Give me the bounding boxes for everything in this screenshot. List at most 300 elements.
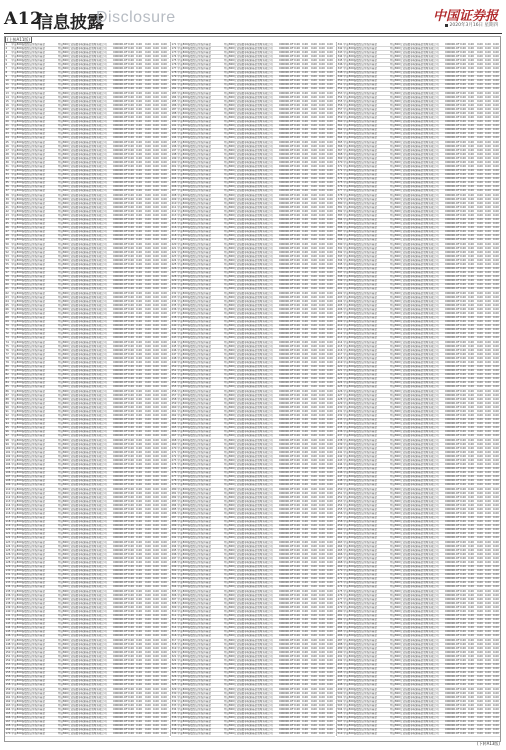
table-cell: 中证800行业指数等权重基金管理有限公司 bbox=[223, 381, 273, 385]
table-cell: 0.00 bbox=[485, 663, 491, 667]
table-cell: 0.00 bbox=[294, 405, 300, 409]
table-cell: 0.00 bbox=[460, 409, 466, 413]
table-cell: 0.00 bbox=[161, 185, 167, 189]
table-cell: 中证800指数型证券投资基金 bbox=[343, 226, 377, 230]
table-cell: 中证800指数型证券投资基金 bbox=[11, 299, 45, 303]
table-cell: 407 bbox=[337, 311, 343, 315]
table-cell: 0.00 bbox=[485, 95, 491, 99]
table-cell: 0.00 bbox=[294, 683, 300, 687]
table-cell: 中证800指数型证券投资基金 bbox=[177, 699, 211, 703]
table-cell: 000000.OF bbox=[113, 418, 128, 422]
table-cell: 0.00 bbox=[136, 699, 142, 703]
table-cell: 0.00 bbox=[468, 593, 474, 597]
table-cell: 0.00 bbox=[493, 213, 499, 217]
table-cell: 0.00 bbox=[145, 320, 151, 324]
table-cell: 0.00 bbox=[485, 434, 491, 438]
table-cell: 0.00 bbox=[468, 87, 474, 91]
table-cell: 0.00 bbox=[460, 328, 466, 332]
table-cell: 中证800行业指数等权重基金管理有限公司 bbox=[57, 654, 107, 658]
table-cell: 0.00 bbox=[327, 609, 333, 613]
table-cell: 0.00 bbox=[153, 471, 159, 475]
table-cell: 0.00 bbox=[161, 71, 167, 75]
table-cell: 0.00 bbox=[311, 479, 317, 483]
table-cell: 0.00 bbox=[294, 344, 300, 348]
table-cell: 中证800行业指数等权重基金管理有限公司 bbox=[57, 332, 107, 336]
table-cell: 000000.OF bbox=[279, 650, 294, 654]
table-cell: 0.00 bbox=[468, 234, 474, 238]
table-cell: 0.00 bbox=[485, 512, 491, 515]
table-cell: 0.00 bbox=[294, 185, 300, 189]
table-cell: 中证800行业指数等权重基金管理有限公司 bbox=[57, 46, 107, 50]
table-cell: 306 bbox=[171, 593, 177, 597]
table-cell: 000000.OF bbox=[279, 671, 294, 675]
table-cell: 000000.OF bbox=[279, 234, 294, 238]
table-cell: 中证800指数型证券投资基金 bbox=[11, 234, 45, 238]
table-cell: 中证800行业指数等权重基金管理有限公司 bbox=[57, 116, 107, 119]
table-cell: 中证800指数型证券投资基金 bbox=[11, 140, 45, 144]
table-cell: 0.00 bbox=[161, 124, 167, 128]
table-cell: 000000.OF bbox=[113, 148, 128, 152]
table-cell: 0.00 bbox=[145, 581, 151, 585]
table-cell: 中证800指数型证券投资基金 bbox=[343, 593, 377, 597]
table-cell: 中证800指数型证券投资基金 bbox=[343, 418, 377, 422]
table-cell: 000000.OF bbox=[445, 430, 460, 434]
table-cell: 0.00 bbox=[485, 516, 491, 520]
table-cell: 0.00 bbox=[460, 307, 466, 311]
table-cell: 0.00 bbox=[460, 630, 466, 634]
table-cell: 0.00 bbox=[319, 712, 325, 716]
table-cell: 0.00 bbox=[128, 540, 134, 544]
table-cell: 中证800行业指数等权重基金管理有限公司 bbox=[223, 675, 273, 679]
table-cell: 000000.OF bbox=[113, 471, 128, 475]
table-cell: 0.00 bbox=[161, 614, 167, 618]
table-cell: 中证800行业指数等权重基金管理有限公司 bbox=[57, 418, 107, 422]
table-cell: 中证800指数型证券投资基金 bbox=[343, 201, 377, 205]
table-cell: 0.00 bbox=[294, 524, 300, 528]
table-cell: 0.00 bbox=[319, 467, 325, 471]
table-cell: 153 bbox=[5, 663, 11, 667]
table-cell: 000000.OF bbox=[279, 695, 294, 699]
table-cell: 中证800行业指数等权重基金管理有限公司 bbox=[223, 58, 273, 62]
table-cell: 0.00 bbox=[319, 197, 325, 201]
table-cell: 0.00 bbox=[485, 414, 491, 418]
table-cell: 中证800行业指数等权重基金管理有限公司 bbox=[57, 618, 107, 622]
table-cell: 173 bbox=[171, 50, 177, 54]
table-cell: 0.00 bbox=[161, 495, 167, 499]
table-cell: 0.00 bbox=[128, 479, 134, 483]
table-cell: 0.00 bbox=[145, 111, 151, 115]
table-cell: 000000.OF bbox=[113, 401, 128, 405]
table-cell: 000000.OF bbox=[113, 467, 128, 471]
table-cell: 中证800指数型证券投资基金 bbox=[11, 728, 45, 732]
table-cell: 0.00 bbox=[294, 418, 300, 422]
table-cell: 0.00 bbox=[136, 495, 142, 499]
table-cell: 0.00 bbox=[327, 454, 333, 458]
table-cell: 中证800行业指数等权重基金管理有限公司 bbox=[223, 389, 273, 393]
table-cell: 中证800指数型证券投资基金 bbox=[343, 654, 377, 658]
table-cell: 000000.OF bbox=[445, 173, 460, 177]
table-cell: 0.00 bbox=[161, 458, 167, 462]
table-cell: 中证800指数型证券投资基金 bbox=[177, 230, 211, 234]
table-cell: 0.00 bbox=[460, 679, 466, 683]
table-cell: 0.00 bbox=[153, 275, 159, 279]
table-cell: 0.00 bbox=[136, 724, 142, 728]
table-cell: 0.00 bbox=[145, 528, 151, 532]
table-cell: 0.00 bbox=[468, 213, 474, 217]
table-cell: 0.00 bbox=[294, 679, 300, 683]
table-cell: 中证800指数型证券投资基金 bbox=[177, 107, 211, 111]
table-cell: 000000.OF bbox=[445, 87, 460, 91]
table-cell: 中证800指数型证券投资基金 bbox=[343, 630, 377, 634]
table-cell: 000000.OF bbox=[445, 320, 460, 324]
table-cell: 000000.OF bbox=[113, 683, 128, 687]
table-cell: 中证800指数型证券投资基金 bbox=[343, 311, 377, 315]
table-cell: 0.00 bbox=[136, 687, 142, 691]
table-cell: 000000.OF bbox=[445, 536, 460, 540]
table-cell: 000000.OF bbox=[279, 332, 294, 336]
section-number: A12 bbox=[4, 9, 43, 29]
table-cell: 0.00 bbox=[311, 503, 317, 507]
table-cell: 0.00 bbox=[145, 283, 151, 287]
table-cell: 0.00 bbox=[468, 532, 474, 536]
table-cell: 000000.OF bbox=[279, 487, 294, 491]
table-cell: 中证800指数型证券投资基金 bbox=[177, 524, 211, 528]
table-cell: 0.00 bbox=[460, 442, 466, 446]
table-cell: 000000.OF bbox=[445, 193, 460, 197]
table-cell: 0.00 bbox=[493, 279, 499, 283]
table-cell: 0.00 bbox=[460, 430, 466, 434]
table-cell: 中证800行业指数等权重基金管理有限公司 bbox=[389, 160, 439, 164]
table-cell: 中证800行业指数等权重基金管理有限公司 bbox=[57, 71, 107, 75]
table-cell: 中证800行业指数等权重基金管理有限公司 bbox=[223, 234, 273, 238]
table-cell: 0.00 bbox=[136, 360, 142, 364]
table-cell: 0.00 bbox=[460, 336, 466, 340]
table-cell: 0.00 bbox=[294, 450, 300, 454]
table-cell: 中证800行业指数等权重基金管理有限公司 bbox=[57, 687, 107, 691]
table-cell: 0.00 bbox=[145, 238, 151, 242]
table-cell: 0.00 bbox=[145, 720, 151, 724]
table-cell: 中证800指数型证券投资基金 bbox=[177, 471, 211, 475]
table-cell: 中证800行业指数等权重基金管理有限公司 bbox=[389, 365, 439, 369]
table-cell: 0.00 bbox=[311, 471, 317, 475]
table-cell: 0.00 bbox=[302, 569, 308, 573]
table-cell: 000000.OF bbox=[445, 475, 460, 479]
table-cell: 0.00 bbox=[493, 181, 499, 185]
table-cell: 450 bbox=[337, 487, 343, 491]
table-cell: 000000.OF bbox=[113, 732, 128, 736]
table-cell: 0.00 bbox=[327, 352, 333, 356]
table-cell: 0.00 bbox=[327, 577, 333, 581]
table-cell: 0.00 bbox=[128, 389, 134, 393]
table-cell: 0.00 bbox=[311, 507, 317, 511]
table-cell: 0.00 bbox=[128, 499, 134, 503]
table-cell: 中证800指数型证券投资基金 bbox=[343, 646, 377, 650]
table-cell: 000000.OF bbox=[113, 381, 128, 385]
table-cell: 0.00 bbox=[460, 193, 466, 197]
table-cell: 中证800指数型证券投资基金 bbox=[11, 148, 45, 152]
table-cell: 000000.OF bbox=[113, 287, 128, 291]
table-cell: 0.00 bbox=[153, 283, 159, 287]
table-cell: 0.00 bbox=[468, 116, 474, 119]
table-cell: 0.00 bbox=[136, 287, 142, 291]
table-cell: 142 bbox=[5, 618, 11, 622]
table-cell: 000000.OF bbox=[279, 585, 294, 589]
table-cell: 0.00 bbox=[294, 365, 300, 369]
table-cell: 0.00 bbox=[136, 454, 142, 458]
table-cell: 0.00 bbox=[493, 116, 499, 119]
table-cell: 中证800指数型证券投资基金 bbox=[177, 279, 211, 283]
table-cell: 0.00 bbox=[153, 458, 159, 462]
table-cell: 0.00 bbox=[468, 95, 474, 99]
table-cell: 0.00 bbox=[161, 95, 167, 99]
table-cell: 中证800指数型证券投资基金 bbox=[177, 450, 211, 454]
table-cell: 80 bbox=[5, 365, 9, 369]
table-cell: 0.00 bbox=[161, 528, 167, 532]
table-cell: 中证800指数型证券投资基金 bbox=[11, 246, 45, 250]
table-cell: 0.00 bbox=[327, 254, 333, 258]
table-cell: 0.00 bbox=[311, 552, 317, 556]
table-cell: 中证800行业指数等权重基金管理有限公司 bbox=[223, 226, 273, 230]
table-cell: 0.00 bbox=[153, 520, 159, 524]
table-cell: 0.00 bbox=[311, 132, 317, 136]
table-cell: 0.00 bbox=[327, 140, 333, 144]
table-cell: 0.00 bbox=[311, 160, 317, 164]
table-cell: 0.00 bbox=[153, 675, 159, 679]
table-cell: 0.00 bbox=[311, 450, 317, 454]
table-cell: 中证800指数型证券投资基金 bbox=[11, 454, 45, 458]
table-cell: 0.00 bbox=[468, 512, 474, 515]
table-cell: 中证800指数型证券投资基金 bbox=[11, 569, 45, 573]
table-cell: 0.00 bbox=[128, 189, 134, 193]
table-cell: 中证800行业指数等权重基金管理有限公司 bbox=[389, 577, 439, 581]
table-cell: 0.00 bbox=[468, 193, 474, 197]
table-cell: 0.00 bbox=[136, 185, 142, 189]
table-cell: 中证800指数型证券投资基金 bbox=[177, 422, 211, 426]
table-cell: 0.00 bbox=[468, 450, 474, 454]
table-cell: 000000.OF bbox=[113, 124, 128, 128]
table-cell: 中证800行业指数等权重基金管理有限公司 bbox=[223, 605, 273, 609]
table-cell: 中证800行业指数等权重基金管理有限公司 bbox=[57, 569, 107, 573]
table-cell: 0.00 bbox=[460, 360, 466, 364]
table-cell: 中证800指数型证券投资基金 bbox=[11, 405, 45, 409]
table-cell: 0.00 bbox=[327, 667, 333, 671]
table-cell: 0.00 bbox=[485, 140, 491, 144]
table-cell: 0.00 bbox=[477, 646, 483, 650]
table-cell: 0.00 bbox=[468, 581, 474, 585]
table-cell: 0.00 bbox=[468, 111, 474, 115]
table-cell: 中证800行业指数等权重基金管理有限公司 bbox=[223, 405, 273, 409]
table-cell: 440 bbox=[337, 446, 343, 450]
table-cell: 0.00 bbox=[161, 369, 167, 373]
table-cell: 0.00 bbox=[468, 377, 474, 381]
table-cell: 0.00 bbox=[128, 683, 134, 687]
table-cell: 中证800行业指数等权重基金管理有限公司 bbox=[57, 218, 107, 222]
table-cell: 中证800行业指数等权重基金管理有限公司 bbox=[223, 369, 273, 373]
table-cell: 0.00 bbox=[327, 581, 333, 585]
table-cell: 199 bbox=[171, 156, 177, 160]
table-cell: 000000.OF bbox=[279, 185, 294, 189]
table-cell: 中证800行业指数等权重基金管理有限公司 bbox=[389, 560, 439, 564]
table-cell: 482 bbox=[337, 618, 343, 622]
table-cell: 0.00 bbox=[311, 650, 317, 654]
table-cell: 0.00 bbox=[460, 279, 466, 283]
table-cell: 0.00 bbox=[477, 181, 483, 185]
table-cell: 000000.OF bbox=[113, 111, 128, 115]
table-cell: 000000.OF bbox=[279, 556, 294, 560]
table-cell: 304 bbox=[171, 585, 177, 589]
table-cell: 0.00 bbox=[302, 520, 308, 524]
table-cell: 0.00 bbox=[128, 458, 134, 462]
table-cell: 0.00 bbox=[327, 230, 333, 234]
table-cell: 0.00 bbox=[311, 654, 317, 658]
table-cell: 0.00 bbox=[302, 716, 308, 720]
table-cell: 0.00 bbox=[327, 271, 333, 275]
table-cell: 0.00 bbox=[145, 479, 151, 483]
table-cell: 0.00 bbox=[145, 99, 151, 103]
table-cell: 123 bbox=[5, 540, 11, 544]
table-cell: 203 bbox=[171, 173, 177, 177]
table-cell: 0.00 bbox=[302, 593, 308, 597]
table-cell: 0.00 bbox=[145, 626, 151, 630]
table-cell: 0.00 bbox=[460, 287, 466, 291]
table-cell: 0.00 bbox=[302, 156, 308, 160]
table-cell: 0.00 bbox=[302, 536, 308, 540]
table-cell: 0.00 bbox=[327, 116, 333, 119]
table-cell: 0.00 bbox=[153, 671, 159, 675]
table-cell: 中证800行业指数等权重基金管理有限公司 bbox=[223, 495, 273, 499]
table-cell: 261 bbox=[171, 409, 177, 413]
table-cell: 000000.OF bbox=[445, 393, 460, 397]
table-cell: 中证800行业指数等权重基金管理有限公司 bbox=[57, 401, 107, 405]
table-cell: 中证800行业指数等权重基金管理有限公司 bbox=[223, 540, 273, 544]
table-cell: 0.00 bbox=[128, 724, 134, 728]
table-cell: 0.00 bbox=[294, 165, 300, 168]
table-cell: 0.00 bbox=[477, 160, 483, 164]
table-cell: 000000.OF bbox=[279, 365, 294, 369]
table-cell: 451 bbox=[337, 491, 343, 495]
table-cell: 0.00 bbox=[327, 618, 333, 622]
table-cell: 0.00 bbox=[136, 618, 142, 622]
table-cell: 中证800行业指数等权重基金管理有限公司 bbox=[57, 348, 107, 352]
table-cell: 43 bbox=[5, 213, 9, 217]
table-cell: 0.00 bbox=[136, 585, 142, 589]
table-cell: 中证800指数型证券投资基金 bbox=[177, 152, 211, 156]
table-cell: 0.00 bbox=[128, 99, 134, 103]
table-cell: 中证800指数型证券投资基金 bbox=[11, 230, 45, 234]
table-cell: 239 bbox=[171, 320, 177, 324]
table-cell: 000000.OF bbox=[113, 389, 128, 393]
table-cell: 中证800行业指数等权重基金管理有限公司 bbox=[57, 556, 107, 560]
table-cell: 0.00 bbox=[153, 246, 159, 250]
table-cell: 0.00 bbox=[128, 62, 134, 66]
table-cell: 中证800指数型证券投资基金 bbox=[343, 46, 377, 50]
table-cell: 0.00 bbox=[302, 181, 308, 185]
table-cell: 0.00 bbox=[294, 687, 300, 691]
table-cell: 0.00 bbox=[460, 381, 466, 385]
table-cell: 1 bbox=[5, 42, 8, 46]
table-cell: 0.00 bbox=[311, 67, 317, 71]
table-cell: 397 bbox=[337, 271, 343, 275]
table-cell: 0.00 bbox=[319, 99, 325, 103]
table-cell: 456 bbox=[337, 512, 343, 515]
table-cell: 0.00 bbox=[153, 365, 159, 369]
table-cell: 0.00 bbox=[319, 201, 325, 205]
table-cell: 中证800行业指数等权重基金管理有限公司 bbox=[57, 42, 107, 46]
table-cell: 000000.OF bbox=[279, 430, 294, 434]
table-cell: 0.00 bbox=[485, 275, 491, 279]
table-cell: 0.00 bbox=[311, 630, 317, 634]
table-cell: 0.00 bbox=[128, 67, 134, 71]
table-cell: 0.00 bbox=[477, 556, 483, 560]
table-cell: 0.00 bbox=[485, 467, 491, 471]
table-cell: 0.00 bbox=[153, 58, 159, 62]
table-cell: 0.00 bbox=[302, 491, 308, 495]
table-cell: 0.00 bbox=[477, 589, 483, 593]
table-cell: 315 bbox=[171, 630, 177, 634]
table-cell: 000000.OF bbox=[113, 516, 128, 520]
table-cell: 0.00 bbox=[294, 389, 300, 393]
table-cell: 0.00 bbox=[493, 156, 499, 160]
table-cell: 0.00 bbox=[294, 577, 300, 581]
table-cell: 中证800行业指数等权重基金管理有限公司 bbox=[389, 324, 439, 328]
table-cell: 000000.OF bbox=[445, 499, 460, 503]
table-cell: 0.00 bbox=[311, 230, 317, 234]
table-cell: 0.00 bbox=[477, 491, 483, 495]
table-cell: 0.00 bbox=[493, 287, 499, 291]
table-cell: 中证800指数型证券投资基金 bbox=[177, 622, 211, 626]
table-cell: 0.00 bbox=[477, 189, 483, 193]
table-cell: 0.00 bbox=[136, 95, 142, 99]
table-cell: 000000.OF bbox=[279, 75, 294, 79]
table-cell: 0.00 bbox=[319, 683, 325, 687]
table-cell: 0.00 bbox=[136, 156, 142, 160]
table-cell: 000000.OF bbox=[445, 54, 460, 58]
table-cell: 0.00 bbox=[161, 683, 167, 687]
table-cell: 0.00 bbox=[311, 467, 317, 471]
table-cell: 0.00 bbox=[327, 209, 333, 213]
table-cell: 0.00 bbox=[161, 132, 167, 136]
table-cell: 000000.OF bbox=[445, 471, 460, 475]
table-cell: 0.00 bbox=[161, 218, 167, 222]
table-cell: 000000.OF bbox=[113, 165, 128, 168]
table-cell: 000000.OF bbox=[445, 405, 460, 409]
table-cell: 0.00 bbox=[327, 507, 333, 511]
table-cell: 中证800行业指数等权重基金管理有限公司 bbox=[389, 675, 439, 679]
table-cell: 0.00 bbox=[145, 716, 151, 720]
table-cell: 0.00 bbox=[145, 712, 151, 716]
table-cell: 中证800指数型证券投资基金 bbox=[11, 132, 45, 136]
table-cell: 0.00 bbox=[136, 271, 142, 275]
table-cell: 000000.OF bbox=[445, 532, 460, 536]
table-cell: 0.00 bbox=[319, 422, 325, 426]
table-cell: 0.00 bbox=[477, 503, 483, 507]
table-cell: 0.00 bbox=[493, 634, 499, 638]
table-cell: 230 bbox=[171, 283, 177, 287]
table-cell: 0.00 bbox=[128, 695, 134, 699]
table-cell: 中证800行业指数等权重基金管理有限公司 bbox=[57, 434, 107, 438]
table-cell: 0.00 bbox=[128, 201, 134, 205]
table-cell: 0.00 bbox=[145, 393, 151, 397]
table-cell: 0.00 bbox=[302, 50, 308, 54]
table-cell: 中证800行业指数等权重基金管理有限公司 bbox=[57, 512, 107, 515]
table-cell: 0.00 bbox=[136, 683, 142, 687]
table-cell: 中证800指数型证券投资基金 bbox=[343, 91, 377, 95]
table-cell: 0.00 bbox=[153, 385, 159, 389]
table-cell: 中证800指数型证券投资基金 bbox=[343, 614, 377, 618]
table-cell: 0.00 bbox=[153, 307, 159, 311]
table-cell: 345 bbox=[337, 58, 343, 62]
table-cell: 中证800行业指数等权重基金管理有限公司 bbox=[57, 463, 107, 466]
